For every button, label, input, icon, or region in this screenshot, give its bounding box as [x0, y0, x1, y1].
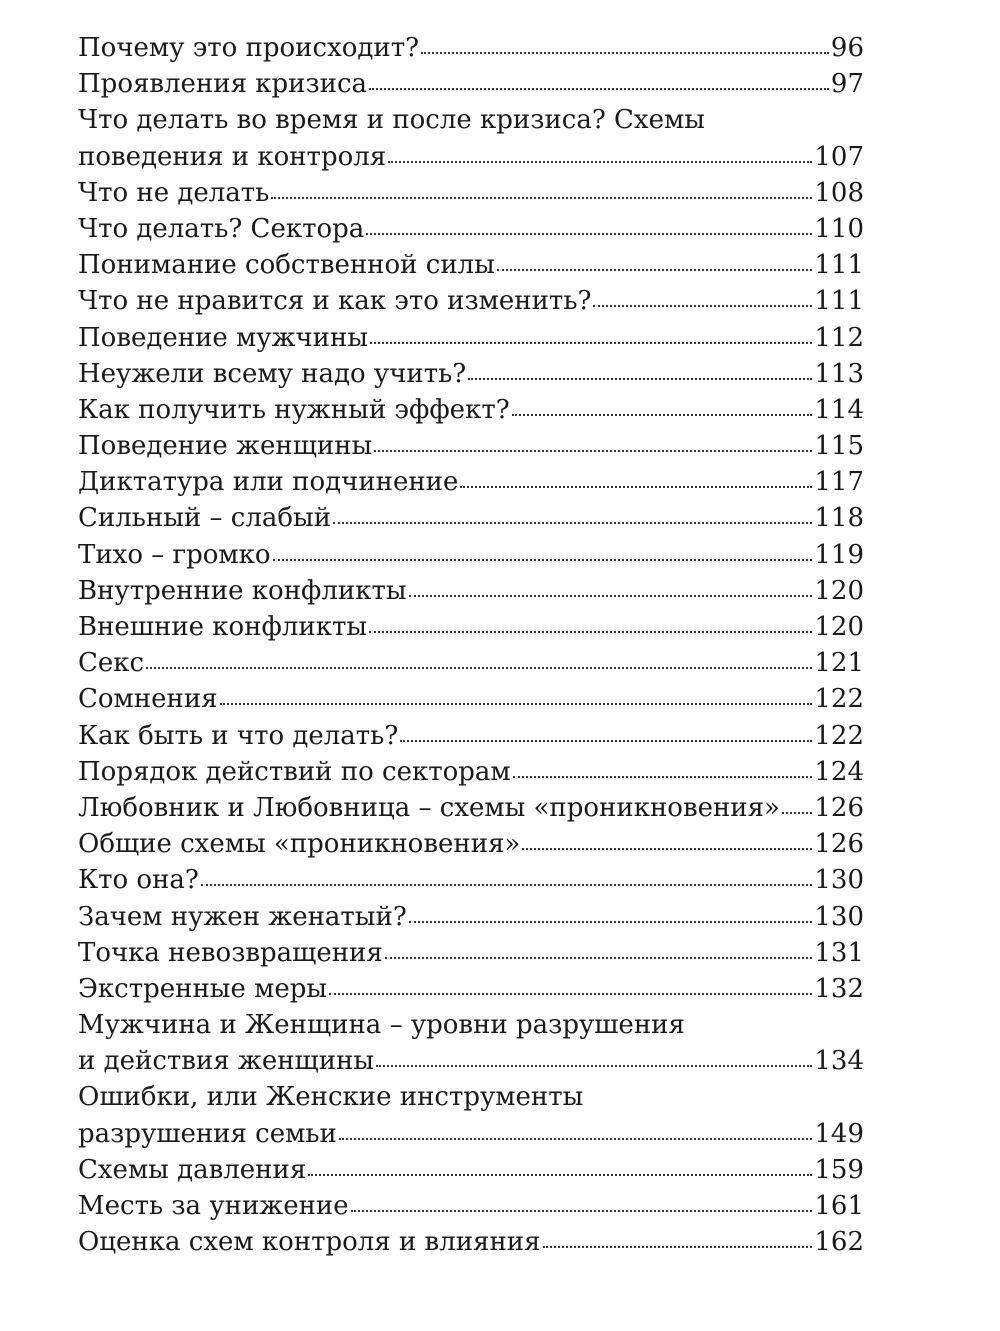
toc-entry-page-number: 111 — [814, 250, 864, 281]
toc-entry-title-first-line: Ошибки, или Женские инструменты — [78, 1082, 584, 1113]
toc-entry-title: разрушения семьи — [78, 1118, 337, 1149]
toc-entry-title: Почему это происходит? — [78, 33, 420, 63]
dot-leader — [369, 87, 829, 90]
dot-leader — [220, 702, 813, 705]
toc-entry-line — [78, 211, 864, 247]
toc-entry-line — [78, 971, 864, 1007]
toc-entry-title: Неужели всему надо учить? — [78, 358, 467, 389]
toc-entry-page-number: 113 — [814, 358, 864, 389]
toc-entry-line — [78, 175, 864, 211]
toc-entry-line — [78, 718, 864, 754]
toc-entry-line — [78, 862, 864, 898]
toc-entry-line — [78, 320, 864, 356]
toc-entry-page-number: 149 — [814, 1118, 864, 1149]
toc-entry-page-number: 118 — [814, 503, 864, 534]
toc-entry — [78, 537, 864, 573]
toc-entry-line — [78, 500, 864, 536]
toc-entry — [78, 500, 864, 536]
toc-entry-title: Экстренные меры — [78, 973, 328, 1004]
toc-entry — [78, 428, 864, 464]
toc-entry — [78, 609, 864, 645]
toc-entry-title: Что делать? Сектора — [78, 213, 365, 244]
toc-entry — [78, 283, 864, 319]
toc-entry-title: и действия женщины — [78, 1046, 375, 1077]
toc-entry — [78, 211, 864, 247]
toc-entry-page-number: 162 — [814, 1227, 864, 1258]
dot-leader — [522, 847, 812, 850]
toc-entry-line — [78, 537, 864, 573]
toc-entry — [78, 681, 864, 717]
toc-entry-page-number: 108 — [814, 177, 864, 208]
toc-entry-line — [78, 392, 864, 428]
toc-entry-page-number: 131 — [814, 937, 864, 968]
toc-entry-line — [78, 681, 864, 717]
dot-leader — [351, 1209, 813, 1212]
dot-leader — [460, 485, 812, 488]
toc-entry-title: Кто она? — [78, 865, 199, 896]
toc-entry-title: Сомнения — [78, 684, 218, 715]
toc-entry-title: Поведение женщины — [78, 431, 373, 462]
toc-entry-title: Оценка схем контроля и влияния — [78, 1227, 541, 1258]
toc-entry-line — [78, 356, 864, 392]
toc-entry — [78, 30, 864, 66]
toc-entry-line — [78, 247, 864, 283]
toc-entry-title: поведения и контроля — [78, 141, 387, 172]
toc-entry-title-first-line: Мужчина и Женщина – уровни разрушения — [78, 1010, 685, 1041]
toc-entry-line — [78, 1116, 864, 1152]
toc-entry — [78, 1152, 864, 1188]
dot-leader — [409, 594, 813, 597]
toc-entry-line — [78, 1224, 864, 1260]
toc-entry-page-number: 112 — [814, 322, 864, 353]
toc-entry-page-number: 130 — [814, 865, 864, 896]
toc-entry-title: Проявления кризиса — [78, 69, 368, 100]
dot-leader — [271, 196, 812, 199]
toc-entry — [78, 862, 864, 898]
toc-entry-line — [78, 754, 864, 790]
toc-entry-page-number: 126 — [814, 829, 864, 860]
toc-entry — [78, 899, 864, 935]
toc-entry-title: Понимание собственной силы — [78, 250, 495, 281]
toc-entry-line — [78, 645, 864, 681]
dot-leader — [374, 449, 812, 452]
toc-entry-page-number: 134 — [814, 1046, 864, 1077]
toc-entry-title: Внутренние конфликты — [78, 575, 407, 606]
toc-entry — [78, 1188, 864, 1224]
toc-entry — [78, 573, 864, 609]
toc-entry — [78, 320, 864, 356]
toc-entry-page-number: 130 — [814, 901, 864, 932]
toc-entry — [78, 102, 864, 174]
dot-leader — [369, 630, 812, 633]
dot-leader — [388, 160, 812, 163]
toc-entry-title: Точка невозвращения — [78, 937, 383, 968]
toc-entry-page-number: 121 — [814, 648, 864, 679]
toc-entry-title: Что не делать — [78, 177, 270, 208]
toc-entry-title: Внешние конфликты — [78, 612, 368, 642]
toc-entry-page-number: 110 — [814, 213, 864, 244]
toc-entry — [78, 1079, 864, 1151]
toc-entry-title: Тихо – громко — [78, 539, 271, 570]
toc-entry-page-number: 97 — [830, 69, 864, 100]
toc-entry-page-number: 96 — [830, 33, 864, 63]
toc-entry-title: Поведение мужчины — [78, 322, 369, 353]
toc-entry — [78, 1224, 864, 1260]
dot-leader — [468, 377, 812, 380]
toc-entry — [78, 66, 864, 102]
toc-entry-title-first-line: Что делать во время и после кризиса? Схемы — [78, 105, 705, 136]
dot-leader — [421, 51, 829, 54]
dot-leader — [782, 811, 812, 814]
toc-entry — [78, 754, 864, 790]
toc-entry-line — [78, 428, 864, 464]
toc-entry-title: Порядок действий по секторам — [78, 756, 511, 787]
toc-entry-page-number: 132 — [814, 973, 864, 1004]
dot-leader — [376, 1064, 812, 1067]
toc-entry — [78, 645, 864, 681]
toc-entry-line — [78, 790, 864, 826]
toc-entry-line — [78, 464, 864, 500]
toc-entry-line — [78, 935, 864, 971]
dot-leader — [409, 920, 813, 923]
toc-entry — [78, 826, 864, 862]
toc-entry-line — [78, 66, 864, 102]
toc-entry-line — [78, 139, 864, 175]
toc-entry-page-number: 161 — [814, 1191, 864, 1221]
dot-leader — [146, 666, 812, 669]
toc-entry-line — [78, 1188, 864, 1224]
toc-entry-line — [78, 899, 864, 935]
dot-leader — [308, 1173, 812, 1176]
toc-entry-title: Зачем нужен женатый? — [78, 901, 407, 932]
dot-leader — [512, 413, 813, 416]
dot-leader — [385, 956, 813, 959]
toc-entry-title: Месть за унижение — [78, 1191, 349, 1221]
dot-leader — [273, 558, 813, 561]
toc-entry-line — [78, 609, 864, 645]
toc-entry-page-number: 119 — [814, 539, 864, 570]
toc-entry — [78, 175, 864, 211]
toc-entry — [78, 464, 864, 500]
toc-entry-page-number: 115 — [814, 431, 864, 462]
toc-entry — [78, 392, 864, 428]
toc-entry — [78, 935, 864, 971]
toc-entry-title: Любовник и Любовница – схемы «проникновения» — [78, 792, 780, 823]
toc-entry-title: Что не нравится и как это изменить? — [78, 286, 592, 317]
toc-entry — [78, 356, 864, 392]
toc-entry-page-number: 120 — [814, 575, 864, 606]
dot-leader — [400, 739, 812, 742]
toc-entry-line — [78, 573, 864, 609]
dot-leader — [339, 1137, 813, 1140]
toc-entry — [78, 790, 864, 826]
toc-entry-title: Секс — [78, 648, 145, 679]
table-of-contents — [78, 30, 864, 1260]
toc-entry-line — [78, 1043, 864, 1079]
toc-entry-title: Как получить нужный эффект? — [78, 394, 510, 425]
toc-entry-line — [78, 1152, 864, 1188]
toc-entry-title: Как быть и что делать? — [78, 720, 399, 751]
toc-entry-page-number: 107 — [814, 141, 864, 172]
dot-leader — [370, 341, 812, 344]
toc-entry-page-number: 111 — [814, 286, 864, 317]
toc-entry-page-number: 126 — [814, 792, 864, 823]
dot-leader — [201, 883, 813, 886]
toc-entry-page-number: 122 — [814, 720, 864, 751]
toc-entry — [78, 247, 864, 283]
toc-entry-page-number: 122 — [814, 684, 864, 715]
dot-leader — [366, 232, 812, 235]
toc-entry-page-number: 159 — [814, 1154, 864, 1185]
toc-entry-line — [78, 826, 864, 862]
dot-leader — [543, 1245, 813, 1248]
dot-leader — [497, 268, 812, 271]
dot-leader — [329, 992, 812, 995]
toc-entry-line — [78, 30, 864, 66]
toc-entry-page-number: 114 — [814, 394, 864, 425]
toc-entry-page-number: 117 — [814, 467, 864, 498]
dot-leader — [513, 775, 813, 778]
toc-entry — [78, 1007, 864, 1079]
toc-entry-page-number: 124 — [814, 756, 864, 787]
toc-entry-title: Схемы давления — [78, 1154, 307, 1185]
toc-entry — [78, 971, 864, 1007]
dot-leader — [593, 304, 812, 307]
dot-leader — [333, 521, 812, 524]
toc-entry-line — [78, 283, 864, 319]
toc-entry-title: Диктатура или подчинение — [78, 467, 459, 498]
toc-entry-page-number: 120 — [814, 612, 864, 642]
toc-entry — [78, 718, 864, 754]
toc-entry-title: Общие схемы «проникновения» — [78, 829, 521, 860]
toc-entry-title: Сильный – слабый — [78, 503, 332, 534]
